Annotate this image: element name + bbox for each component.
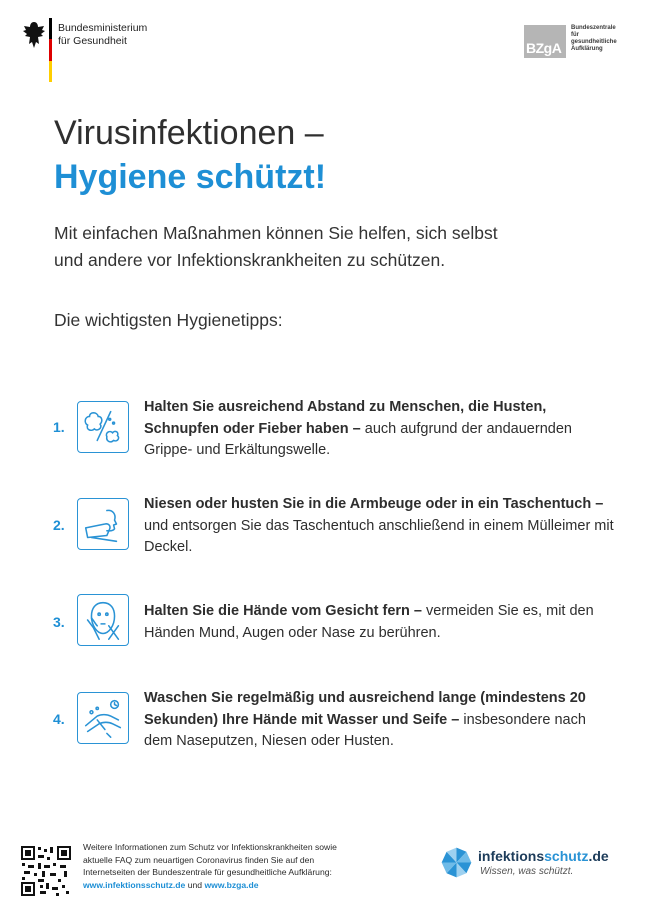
footer-line-3: Internetseiten der Bundeszentrale für gesundheitliche Aufklärung: xyxy=(83,867,332,878)
ministry-name xyxy=(58,22,147,47)
tip-2-regular: und entsorgen Sie das Taschentuch anschließend in einem Mülleimer mit Deckel. xyxy=(144,517,614,555)
ministry-line-2: für Gesundheit xyxy=(58,34,127,47)
bzga-line-4: Aufklärung xyxy=(571,46,603,52)
infektionsschutz-link[interactable]: www.infektionsschutz.de xyxy=(83,879,186,890)
brand-part-2: schutz xyxy=(544,848,589,864)
qr-code xyxy=(20,845,72,897)
tip-3-bold: Halten Sie die Hände vom Gesicht fern – xyxy=(144,603,422,619)
ministry-line-1: Bundesministerium xyxy=(58,22,148,34)
tip-4-text xyxy=(144,688,614,753)
tip-number: 4. xyxy=(53,711,65,727)
sneeze-elbow-icon xyxy=(77,498,129,550)
tip-4-bold: Waschen Sie regelmäßig und ausreichend lange (mindestens 20 Sekunden) Ihre Hände mit Wasser und Seife – xyxy=(144,690,586,728)
tip-3-regular: vermeiden Sie es, mit den Händen Mund, Augen oder Nase zu berühren. xyxy=(144,603,594,641)
footer-line-1: Weitere Informationen zum Schutz vor Infektionskrankheiten sowie xyxy=(83,842,337,852)
bzga-logo-text: BZgA xyxy=(526,40,562,56)
intro-text xyxy=(54,220,594,274)
bzga-logo xyxy=(524,25,566,58)
german-flag-bar xyxy=(49,18,52,82)
tip-2-bold: Niesen oder husten Sie in die Armbeuge oder in ein Taschentuch – xyxy=(144,496,604,512)
intro-line-2: und andere vor Infektionskrankheiten zu schützen. xyxy=(54,250,446,270)
tip-1-bold: Halten Sie ausreichend Abstand zu Menschen, die Husten, Schnupfen oder Fieber haben – xyxy=(144,399,547,437)
tip-number: 2. xyxy=(53,517,65,533)
brand-part-1: infektions xyxy=(478,848,545,864)
footer-info xyxy=(83,841,413,891)
tip-2-text xyxy=(144,494,614,559)
tip-1-text xyxy=(144,397,614,462)
tip-number: 1. xyxy=(53,419,65,435)
intro-line-1: Mit einfachen Maßnahmen können Sie helfen, sich selbst xyxy=(54,223,498,243)
tip-3-text xyxy=(144,601,614,644)
bzga-name xyxy=(571,25,617,53)
no-face-touch-icon xyxy=(77,594,129,646)
brand-part-3: .de xyxy=(588,848,609,864)
distance-icon xyxy=(77,401,129,453)
bzga-line-1: Bundeszentrale xyxy=(571,25,616,31)
page-subtitle: Hygiene schützt! xyxy=(54,158,327,196)
bzga-line-3: gesundheitliche xyxy=(571,39,617,45)
bzga-line-2: für xyxy=(571,32,579,38)
tip-number: 3. xyxy=(53,614,65,630)
brand-tagline: Wissen, was schützt. xyxy=(480,866,574,877)
tip-1-regular: auch aufgrund der andauernden Grippe- und Erkältungswelle. xyxy=(144,420,572,458)
tips-heading: Die wichtigsten Hygienetipps: xyxy=(54,310,283,330)
tip-4-regular: insbesondere nach dem Naseputzen, Niesen oder Husten. xyxy=(144,711,586,749)
footer-and: und xyxy=(185,879,205,890)
federal-eagle-icon xyxy=(20,20,48,50)
infektionsschutz-brand xyxy=(478,848,609,864)
infektionsschutz-logo-icon xyxy=(440,846,473,879)
bzga-link[interactable]: www.bzga.de xyxy=(204,879,259,890)
footer-line-2: aktuelle FAQ zum neuartigen Coronavirus finden Sie auf den xyxy=(83,854,315,865)
page-title: Virusinfektionen – xyxy=(54,114,324,152)
hand-washing-icon xyxy=(77,692,129,744)
